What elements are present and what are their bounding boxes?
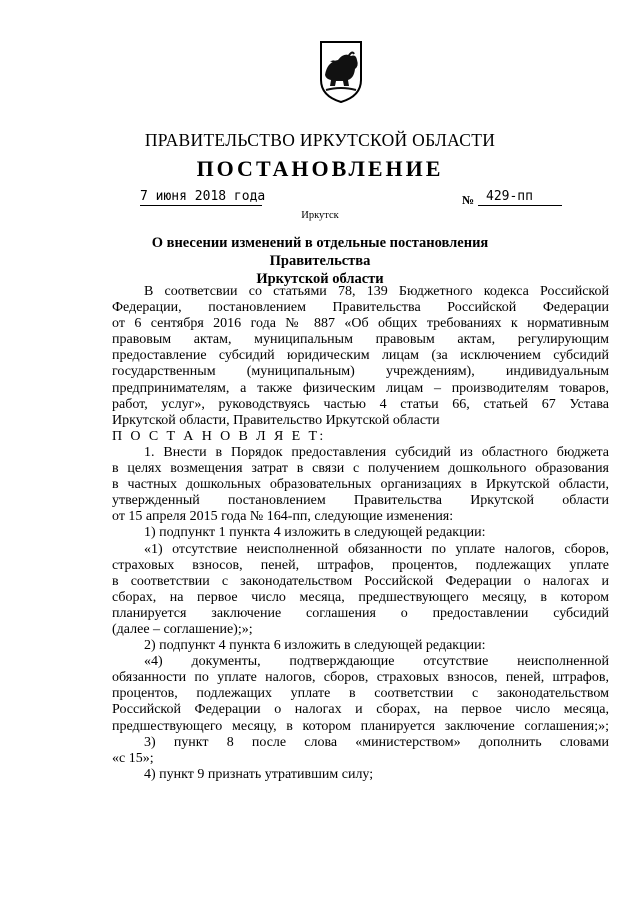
body-line: государственным (муниципальным) учреждениям), индивидуальным [112,364,609,380]
document-number: 429-пп [486,189,533,204]
document-body [112,284,609,783]
body-line: 2) подпункт 4 пункта 6 изложить в следующей редакции: [144,638,486,654]
document-title [110,234,530,288]
body-line: «с 15»; [112,750,154,766]
body-line: 1) подпункт 1 пункта 4 изложить в следующей редакции: [144,525,486,541]
body-line: в частных дошкольных образовательных организациях в Иркутской области, [112,477,609,493]
body-line: от 15 апреля 2015 года № 164-пп, следующие изменения: [112,509,454,525]
body-line: в целях возмещения затрат в связи с получением дошкольного образования [112,461,609,477]
body-line: Российской Федерации о налогах и сборах, на первое число месяца, [112,702,609,718]
body-line: Федерации, постановлением Правительства Российской Федерации [112,300,609,316]
body-line: 4) пункт 9 признать утратившим силу; [144,766,374,782]
body-line: в соответствии с законодательством Российской Федерации о налогах и [112,573,609,589]
date-underline [140,205,262,206]
number-underline [478,205,562,206]
body-line: (далее – соглашение);»; [112,621,253,637]
number-sign: № [462,193,475,207]
body-line: В соответсвии со статьями 78, 139 Бюджетного кодекса Российской [144,284,609,299]
body-line: сборах, на первое число месяца, предшествующего месяцу, в котором [112,589,609,605]
body-line: планируется заключение соглашения о предоставлении субсидий [112,605,609,621]
body-line: правовым актам, муниципальным правовым актам, регулирующим [112,332,609,348]
resolution-word: П О С Т А Н О В Л Я Е Т: [112,428,326,444]
coat-of-arms-emblem [318,40,364,104]
body-line: процентов, подлежащих уплате в соответствии с законодательством [112,686,609,702]
body-line: «4) документы, подтверждающие отсутствие неисполненной [144,654,609,670]
body-line: обязанности по уплате налогов, сборов, страховых взносов, пеней, штрафов, [112,670,609,686]
document-date: 7 июня 2018 года [140,189,266,204]
body-line: работ, услуг», руководствуясь частью 4 статьи 66, статьей 67 Устава [112,396,609,412]
body-line: 3) пункт 8 после слова «министерством» дополнить словами [144,734,609,750]
city: Иркутск [301,210,339,221]
title-line: Иркутской области [256,271,384,287]
body-line: страховых взносов, пеней, штрафов, процентов, подлежащих уплате [112,557,609,573]
body-line: предпринимателям, а также физическим лицам – производителям товаров, [112,380,609,396]
body-line: 1. Внести в Порядок предоставления субсидий из областного бюджета [144,444,609,460]
body-line: «1) отсутствие неисполненной обязанности по уплате налогов, сборов, [144,541,609,557]
document-type: ПОСТАНОВЛЕНИЕ [196,156,444,181]
body-line: Иркутской области, Правительство Иркутской области [112,412,440,428]
body-line: предоставление субсидий юридическим лицам (за исключением субсидий [112,348,609,364]
body-line: утвержденный постановлением Правительства Иркутской области [112,493,609,509]
body-line: предшествующего месяцу, в котором планируется заключение соглашения;»; [112,718,609,734]
body-line: от 6 сентября 2016 года № 887 «Об общих требованиях к нормативным [112,316,609,332]
title-line: О внесении изменений в отдельные постановления Правительства [151,235,489,269]
organization-name: ПРАВИТЕЛЬСТВО ИРКУТСКОЙ ОБЛАСТИ [144,130,496,150]
